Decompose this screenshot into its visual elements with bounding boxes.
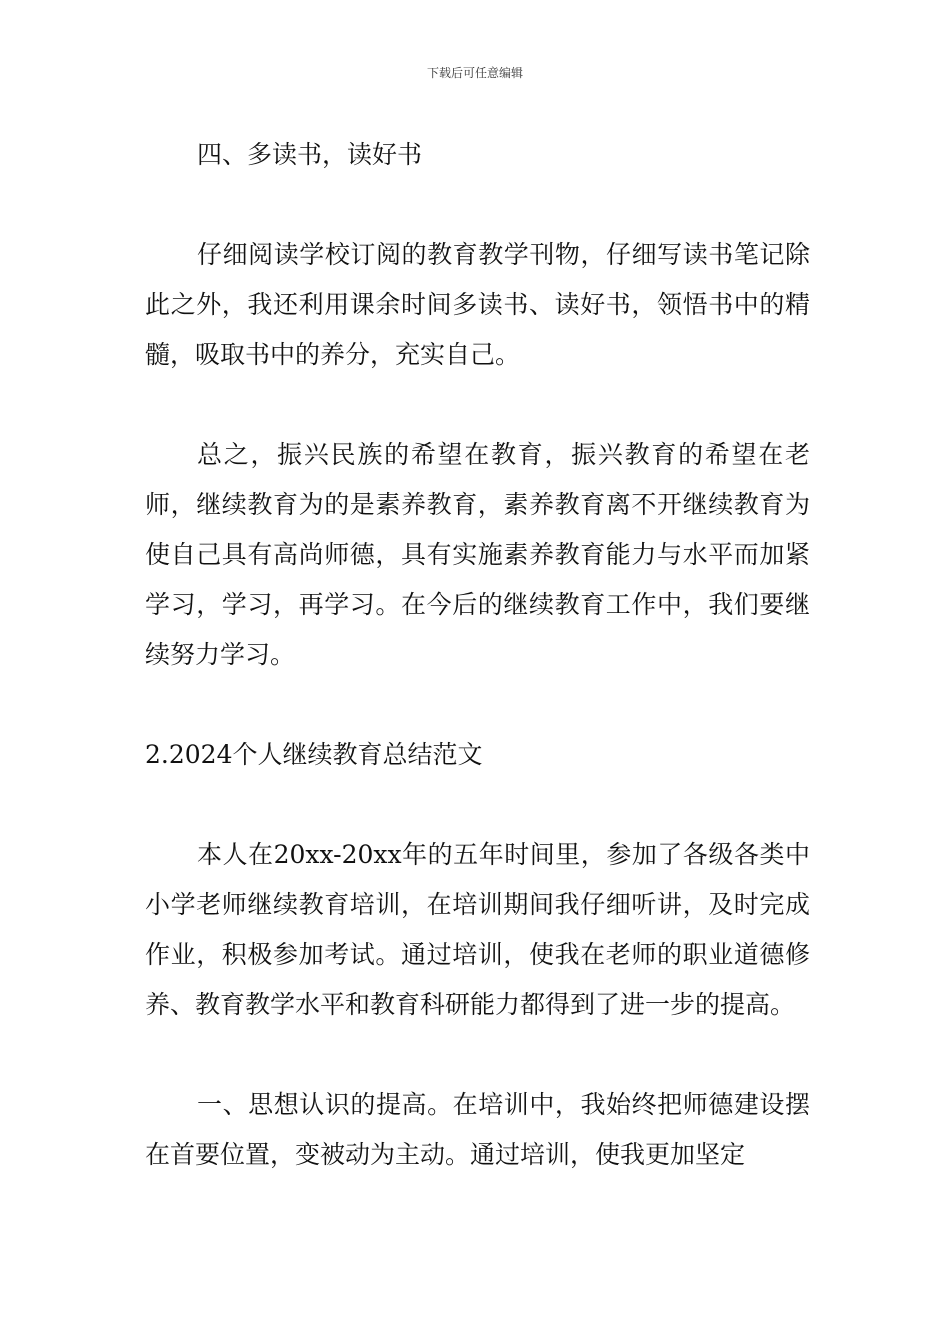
page-header-note: 下载后可任意编辑 <box>426 66 523 80</box>
paragraph-conclusion: 总之，振兴民族的希望在教育，振兴教育的希望在老师，继续教育为的是素养教育，素养教育离不开继续教育为使自己具有高尚师德，具有实施素养教育能力与水平而加紧学习，学习，再学习。在今后的继续教育工作中，我们要继续努力学习。 <box>145 440 810 669</box>
section-heading-reading: 四、多读书，读好书 <box>197 140 423 169</box>
paragraph-reading: 仔细阅读学校订阅的教育教学刊物，仔细写读书笔记除此之外，我还利用课余时间多读书、读好书，领悟书中的精髓，吸取书中的养分，充实自己。 <box>145 240 810 369</box>
article-title-2: 2.2024个人继续教育总结范文 <box>145 740 483 769</box>
document-body <box>145 130 810 1180</box>
paragraph-intro: 本人在20xx-20xx年的五年时间里，参加了各级各类中小学老师继续教育培训，在培训期间我仔细听讲，及时完成作业，积极参加考试。通过培训，使我在老师的职业道德修养、教育教学水平和教育科研能力都得到了进一步的提高。 <box>145 840 810 1019</box>
paragraph-thinking: 一、思想认识的提高。在培训中，我始终把师德建设摆在首要位置，变被动为主动。通过培训，使我更加坚定 <box>145 1090 810 1169</box>
